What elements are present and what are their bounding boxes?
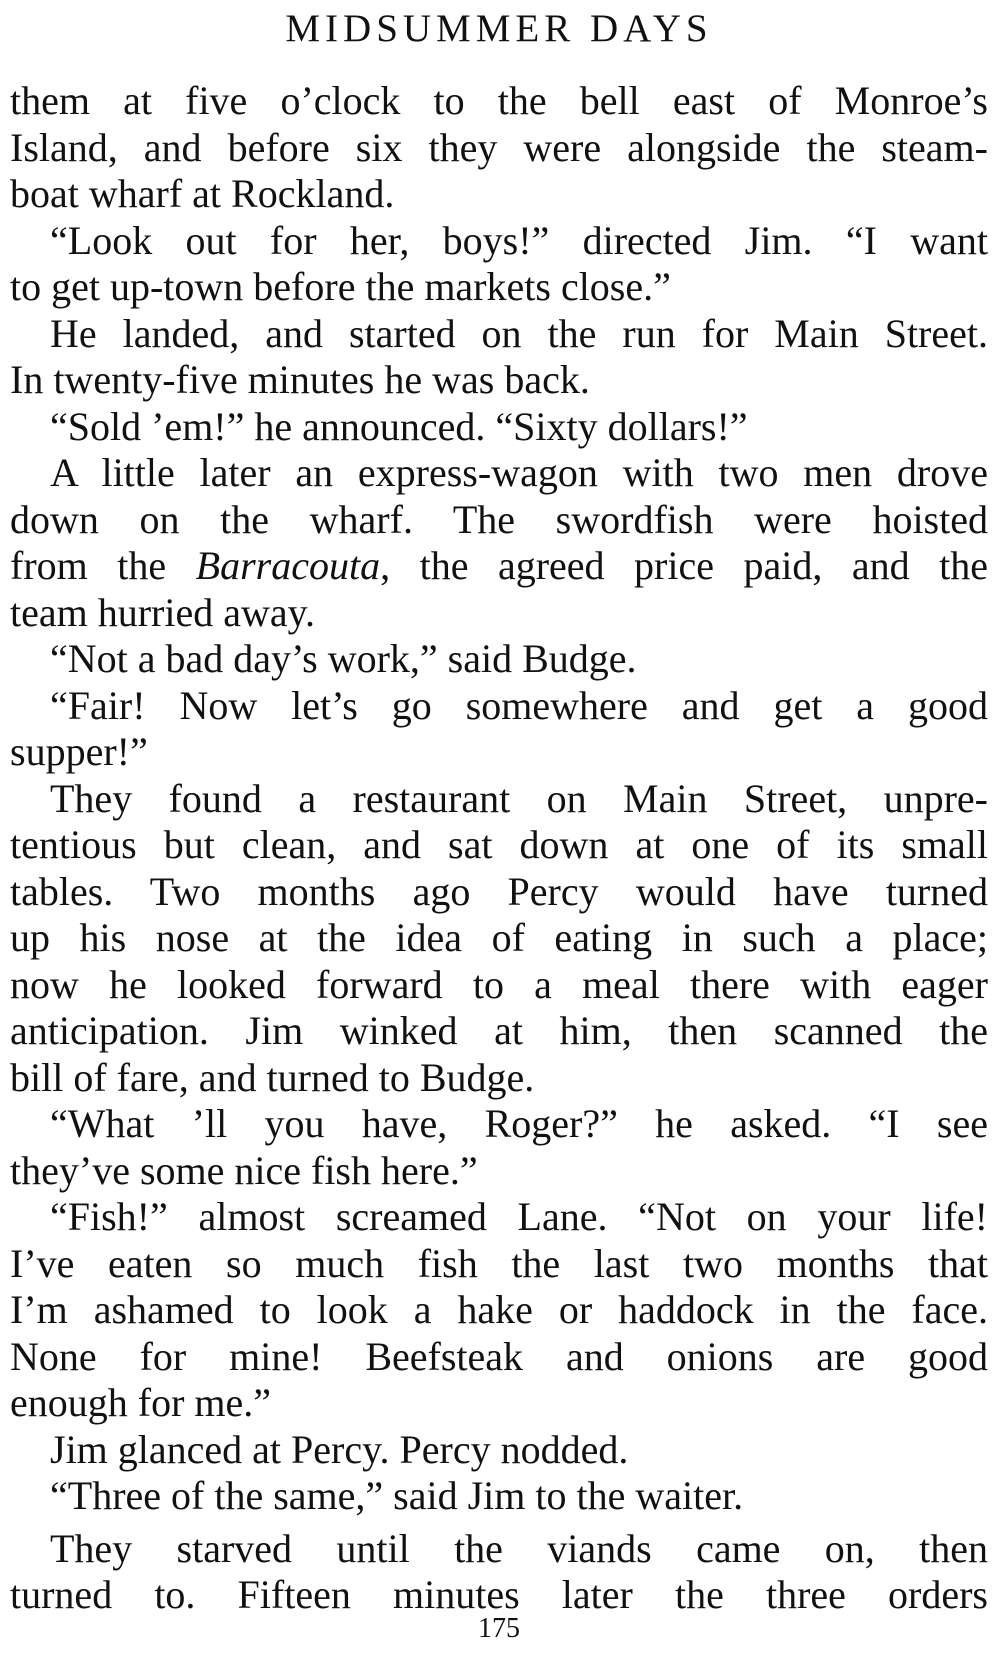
text-line: They found a restaurant on Main Street, unpre-: [50, 775, 988, 821]
page-number: 175: [478, 1613, 520, 1644]
text-line: now he looked forward to a meal there with eager: [10, 961, 988, 1007]
paragraph: [10, 404, 988, 451]
text-line: In twenty-five minutes he was back.: [10, 357, 590, 402]
paragraph: [10, 78, 988, 218]
text-line: bill of fare, and turned to Budge.: [10, 1054, 535, 1100]
text-line: “Fair! Now let’s go somewhere and get a good: [50, 682, 988, 728]
text-line: Island, and before six they were alongside the steam-: [10, 124, 988, 170]
text-line: they’ve some nice fish here.”: [10, 1147, 478, 1193]
text-line: They starved until the viands came on, then: [50, 1525, 988, 1571]
text-line: None for mine! Beefsteak and onions are good: [10, 1333, 988, 1379]
text-line: “Look out for her, boys!” directed Jim. “I want: [50, 217, 988, 263]
paragraph: [10, 218, 988, 311]
text-line: turned to. Fifteen minutes later the three orders: [10, 1572, 988, 1617]
text-line: enough for me.”: [10, 1380, 272, 1425]
paragraph: [10, 1473, 988, 1520]
text-line: He landed, and started on the run for Main Street.: [50, 310, 988, 356]
text-line: “Fish!” almost screamed Lane. “Not on your life!: [50, 1194, 988, 1239]
text-line: Jim glanced at Percy. Percy nodded.: [50, 1426, 629, 1472]
text-line: [10, 543, 988, 590]
book-page: [10, 0, 988, 1655]
text-line: anticipation. Jim winked at him, then scanned the: [10, 1008, 988, 1053]
text-line: up his nose at the idea of eating in such a place;: [10, 915, 988, 960]
paragraph: [10, 636, 988, 683]
text-line: tentious but clean, and sat down at one of its small: [10, 822, 988, 867]
body-text: [10, 78, 988, 1619]
text-line: supper!”: [10, 729, 148, 774]
paragraph: [10, 1194, 988, 1427]
text-line: A little later an express-wagon with two men drove: [50, 450, 988, 495]
paragraph: [10, 776, 988, 1102]
text-line: “What ’ll you have, Roger?” he asked. “I see: [50, 1101, 988, 1146]
text-line: boat wharf at Rockland.: [10, 171, 395, 216]
text-line: down on the wharf. The swordfish were hoisted: [10, 496, 988, 542]
paragraph: [10, 1101, 988, 1194]
text-fragment: , the agreed price paid, and the: [380, 543, 988, 588]
paragraph: [10, 1526, 988, 1619]
text-line: tables. Two months ago Percy would have turned: [10, 868, 988, 914]
text-line: them at five o’clock to the bell east of Monroe’s: [10, 78, 988, 123]
paragraph: [10, 1427, 988, 1474]
paragraph: [10, 311, 988, 404]
text-line: “Three of the same,” said Jim to the waiter.: [50, 1473, 744, 1518]
text-fragment: from the: [10, 543, 196, 588]
text-line: team hurried away.: [10, 589, 316, 635]
text-line: “Not a bad day’s work,” said Budge.: [50, 636, 637, 681]
text-line: I’m ashamed to look a hake or haddock in the face.: [10, 1287, 988, 1332]
text-line: to get up-town before the markets close.”: [10, 264, 671, 309]
paragraph: [10, 683, 988, 776]
running-head: MIDSUMMER DAYS: [285, 7, 713, 50]
paragraph: [10, 450, 988, 636]
text-line: “Sold ’em!” he announced. “Sixty dollars!”: [50, 403, 748, 449]
text-line: I’ve eaten so much fish the last two months that: [10, 1240, 988, 1286]
ship-name: Barracouta: [195, 543, 381, 588]
